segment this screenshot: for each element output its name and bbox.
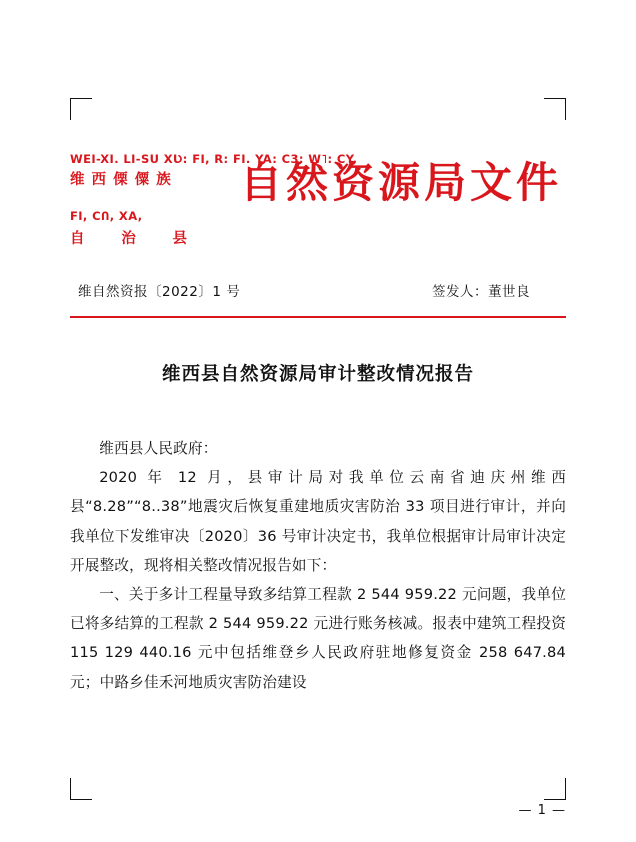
masthead-lisu-line-1: WEI-XI. LI-SU XƲ: FI, R: FI. YA: C3: W˥: CY, [70,152,358,166]
masthead-han-line-2-char-2: 治 [121,230,137,247]
document-number-row [70,280,566,302]
body-paragraph-1: 2020 年 12 月，县审计局对我单位云南省迪庆州维西县“8.28”“8..38”地震灾后恢复重建地质灾害防治 33 项目进行审计，并向我单位下发维审决〔2020〕36 号审计决定书，我单位根据审计局审计决定开展整改，现将相关整改情况报告如下： [70,469,566,574]
masthead [70,98,566,247]
masthead-title: 自然资源局文件 [240,158,563,207]
document-signer: 签发人：董世良 [432,284,530,300]
body-paragraph-2: 一、关于多计工程量导致多结算工程款 2 544 959.22 元问题，我单位已将多结算的工程款 2 544 959.22 元进行账务核减。报表中建筑工程投资 115 129 440.16 元中包括维登乡人民政府驻地修复资金 258 647.84 元；中路乡佳禾河地质灾害防治建设 [70,585,566,691]
body-paragraph-salutation: 维西县人民政府： [99,440,218,457]
masthead-issuer-block [70,152,358,248]
masthead-han-line-2-char-3: 县 [172,230,188,247]
document-content [70,98,566,800]
document-body [70,434,566,697]
page-number: — 1 — [518,803,566,818]
masthead-han-line-2 [70,227,188,248]
document-title: 维西县自然资源局审计整改情况报告 [161,364,474,385]
masthead-han-line-1: 维 西 傈 僳 族 [70,172,172,189]
masthead-han-line-2-char-1: 自 [70,230,86,247]
masthead-lisu-line-2: FI, CՈ, XA, [70,209,143,224]
document-number: 维自然资报〔2022〕1 号 [78,284,241,300]
red-divider-rule [70,316,566,318]
